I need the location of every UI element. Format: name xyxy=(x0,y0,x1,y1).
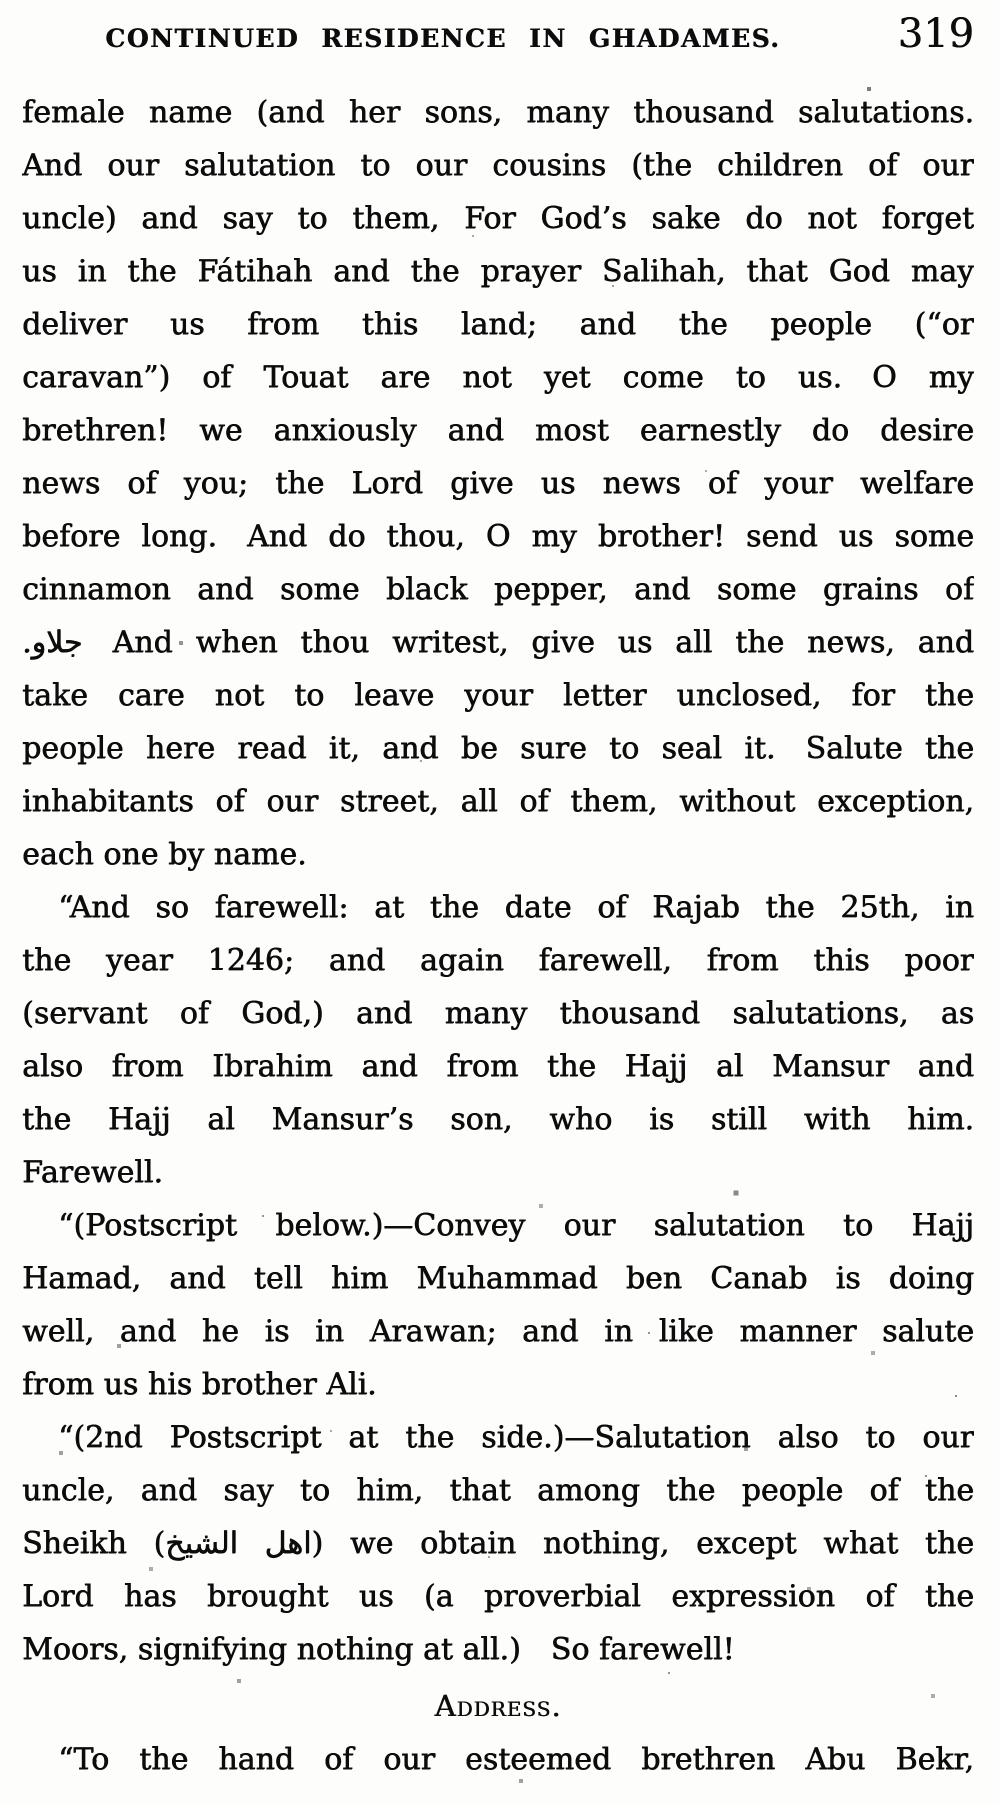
address-heading: Address. xyxy=(434,1689,562,1723)
text-line: uncle) and say to them, For God’s sake do not forget xyxy=(22,201,974,236)
text-line: “(Postscript below.)—Convey our salutation to Hajj xyxy=(58,1208,974,1243)
text-line: news of you; the Lord give us news of your welfare xyxy=(22,466,974,501)
text-line: each one by name. xyxy=(22,837,307,872)
page-number: 319 xyxy=(897,11,974,57)
text-line: “(2nd Postscript at the side.)—Salutation also to our xyxy=(58,1420,974,1455)
page-title: CONTINUED RESIDENCE IN GHADAMES. xyxy=(105,24,781,53)
text-line: before long. And do thou, O my brother! send us some xyxy=(22,519,974,554)
text-line: Farewell. xyxy=(22,1155,163,1190)
text-line: uncle, and say to him, that among the people of the xyxy=(22,1473,974,1508)
paragraph xyxy=(22,1199,974,1411)
scan-noise-overlay xyxy=(0,0,2,2)
paragraph xyxy=(22,881,974,1199)
text-line: deliver us from this land; and the people (“or xyxy=(22,307,974,342)
running-head xyxy=(22,11,974,60)
text-line: us in the Fátihah and the prayer Salihah, that God may xyxy=(22,254,974,289)
text-line: people here read it, and be sure to seal it. Salute the xyxy=(22,731,974,766)
text-line: Moors, signifying nothing at all.) So farewell! xyxy=(22,1632,735,1667)
text-line: brethren! we anxiously and most earnestly do desire xyxy=(22,413,974,448)
text-line: جلاو.‏ And when thou writest, give us all the news, and xyxy=(22,625,974,660)
text-line: “And so farewell: at the date of Rajab the 25th, in xyxy=(58,890,974,925)
text-line: caravan”) of Touat are not yet come to us. O my xyxy=(22,360,974,395)
text-line: from us his brother Ali. xyxy=(22,1367,377,1402)
text-line: Hamad, and tell him Muhammad ben Canab is doing xyxy=(22,1261,974,1296)
text-line: And our salutation to our cousins (the children of our xyxy=(22,148,974,183)
text-line: well, and he is in Arawan; and in like manner salute xyxy=(22,1314,974,1349)
text-line: female name (and her sons, many thousand salutations. xyxy=(22,95,974,130)
paragraph xyxy=(22,1411,974,1676)
text-line: (servant of God,) and many thousand salutations, as xyxy=(22,996,974,1031)
text-line: Lord has brought us (a proverbial expression of the xyxy=(22,1579,974,1614)
text-line: also from Ibrahim and from the Hajj al Mansur and xyxy=(22,1049,974,1084)
text-line: Sheikh (اهل الشيخ) we obtain nothing, except what the xyxy=(22,1526,974,1561)
text-line: the year 1246; and again farewell, from this poor xyxy=(22,943,974,978)
text-line: the Hajj al Mansur’s son, who is still with him. xyxy=(22,1102,974,1137)
text-block xyxy=(22,86,974,1786)
paragraph xyxy=(22,86,974,881)
paragraph xyxy=(22,1733,974,1786)
text-line: cinnamon and some black pepper, and some grains of xyxy=(22,572,974,607)
text-line: take care not to leave your letter unclosed, for the xyxy=(22,678,974,713)
text-line: inhabitants of our street, all of them, without exception, xyxy=(22,784,974,819)
text-line: “To the hand of our esteemed brethren Abu Bekr, xyxy=(58,1742,974,1777)
